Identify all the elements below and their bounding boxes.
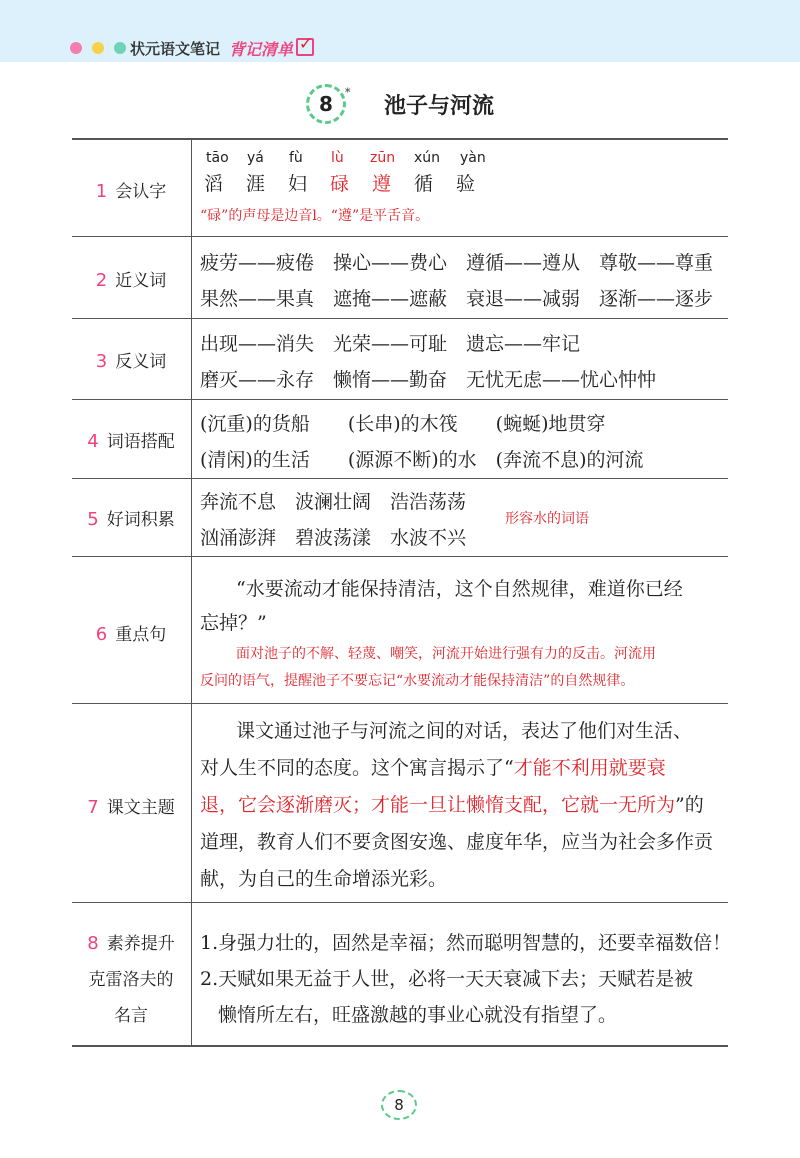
quote-line: 懒惰所左右，旺盛激越的事业心就没有指望了。	[218, 1004, 618, 1026]
character: 循	[414, 173, 434, 195]
row-divider	[72, 478, 728, 479]
character: 遵	[372, 173, 392, 195]
pinyin: yá	[247, 150, 264, 166]
vocabulary-line: 奔流不息 波澜壮阔 浩浩荡荡	[200, 491, 467, 513]
checkmark-icon: ✓	[296, 38, 314, 56]
lesson-star: *	[345, 86, 351, 99]
section-label-4: 4 词语搭配	[87, 431, 175, 452]
table-bottom-border	[72, 1045, 728, 1047]
character: 妇	[288, 173, 308, 195]
antonym-line: 磨灭——永存 懒惰——勤奋 无忧无虑——忧心忡忡	[200, 369, 657, 391]
section-label-8-line3: 名言	[114, 1006, 148, 1026]
pinyin: yàn	[460, 150, 486, 166]
annotation-note: 面对池子的不解、轻蔑、嘲笑，河流开始进行强有力的反击。河流用	[236, 646, 656, 662]
character: 滔	[204, 173, 224, 195]
brand-name: 状元语文笔记	[130, 40, 221, 58]
collocation-line: (沉重)的货船 (长串)的木筏 (蜿蜒)地贯穿	[200, 413, 606, 435]
synonym-line: 疲劳——疲倦 操心——费心 遵循——遵从 尊敬——尊重	[200, 252, 714, 274]
pinyin: xún	[414, 150, 441, 166]
green-dot-icon	[114, 42, 126, 54]
synonym-line: 果然——果真 遮掩——遮蔽 衰退——减弱 逐渐——逐步	[200, 288, 714, 310]
lesson-title: 池子与河流	[384, 94, 495, 119]
pinyin: fù	[289, 150, 303, 166]
collocation-line: (清闲)的生活 (源源不断)的水 (奔流不息)的河流	[200, 449, 644, 471]
section-label-8-line2: 克雷洛夫的	[88, 970, 174, 990]
theme-line: 献，为自己的生命增添光彩。	[200, 868, 448, 890]
section-label-3: 3 反义词	[95, 351, 167, 372]
pinyin: zūn	[370, 150, 396, 166]
column-divider	[191, 138, 192, 1045]
character: 涯	[246, 173, 266, 195]
theme-line: 退，它会逐渐磨灭；才能一旦让懒惰支配，它就一无所为”的	[200, 794, 704, 816]
annotation-note: 形容水的词语	[505, 511, 589, 527]
annotation-note: 反问的语气，提醒池子不要忘记“水要流动才能保持清洁”的自然规律。	[200, 673, 635, 689]
brand-subtitle: 背记清单	[229, 40, 294, 59]
pink-dot-icon	[70, 42, 82, 54]
section-label-1: 1 会认字	[95, 181, 167, 202]
section-label-6: 6 重点句	[95, 624, 167, 645]
section-label-7: 7 课文主题	[87, 797, 175, 818]
header-bar	[0, 0, 800, 62]
row-divider	[72, 556, 728, 557]
pinyin: tāo	[206, 150, 229, 166]
row-divider	[72, 703, 728, 704]
character: 验	[456, 173, 476, 195]
quote-line: 1.身强力壮的，固然是幸福；然而聪明智慧的，还要幸福数倍！	[200, 932, 732, 954]
vocabulary-line: 汹涌澎湃 碧波荡漾 水波不兴	[200, 527, 467, 549]
theme-line: 课文通过池子与河流之间的对话，表达了他们对生活、	[236, 720, 693, 742]
pinyin: lù	[331, 150, 344, 166]
quote-line: 2.天赋如果无益于人世，必将一天天衰减下去；天赋若是被	[200, 968, 694, 990]
key-sentence-line: “水要流动才能保持清洁，这个自然规律，难道你已经	[236, 578, 683, 600]
character: 碌	[330, 173, 350, 195]
key-sentence-line: 忘掉？”	[200, 612, 267, 634]
section-label-2: 2 近义词	[95, 270, 167, 291]
theme-line: 道理，教育人们不要贪图安逸、虚度年华，应当为社会多作贡	[200, 831, 714, 853]
section-label-5: 5 好词积累	[87, 509, 175, 530]
row-divider	[72, 236, 728, 237]
lesson-number-badge: 8	[306, 84, 346, 124]
yellow-dot-icon	[92, 42, 104, 54]
row-divider	[72, 399, 728, 400]
theme-line: 对人生不同的态度。这个寓言揭示了“才能不利用就要衰	[200, 757, 666, 779]
row-divider	[72, 318, 728, 319]
section-label-8: 8 素养提升	[87, 933, 175, 954]
annotation-note: “碌”的声母是边音l。“遵”是平舌音。	[200, 208, 430, 224]
antonym-line: 出现——消失 光荣——可耻 遗忘——牢记	[200, 333, 581, 355]
page-number: 8	[381, 1090, 417, 1120]
row-divider	[72, 902, 728, 903]
table-top-border	[72, 138, 728, 140]
